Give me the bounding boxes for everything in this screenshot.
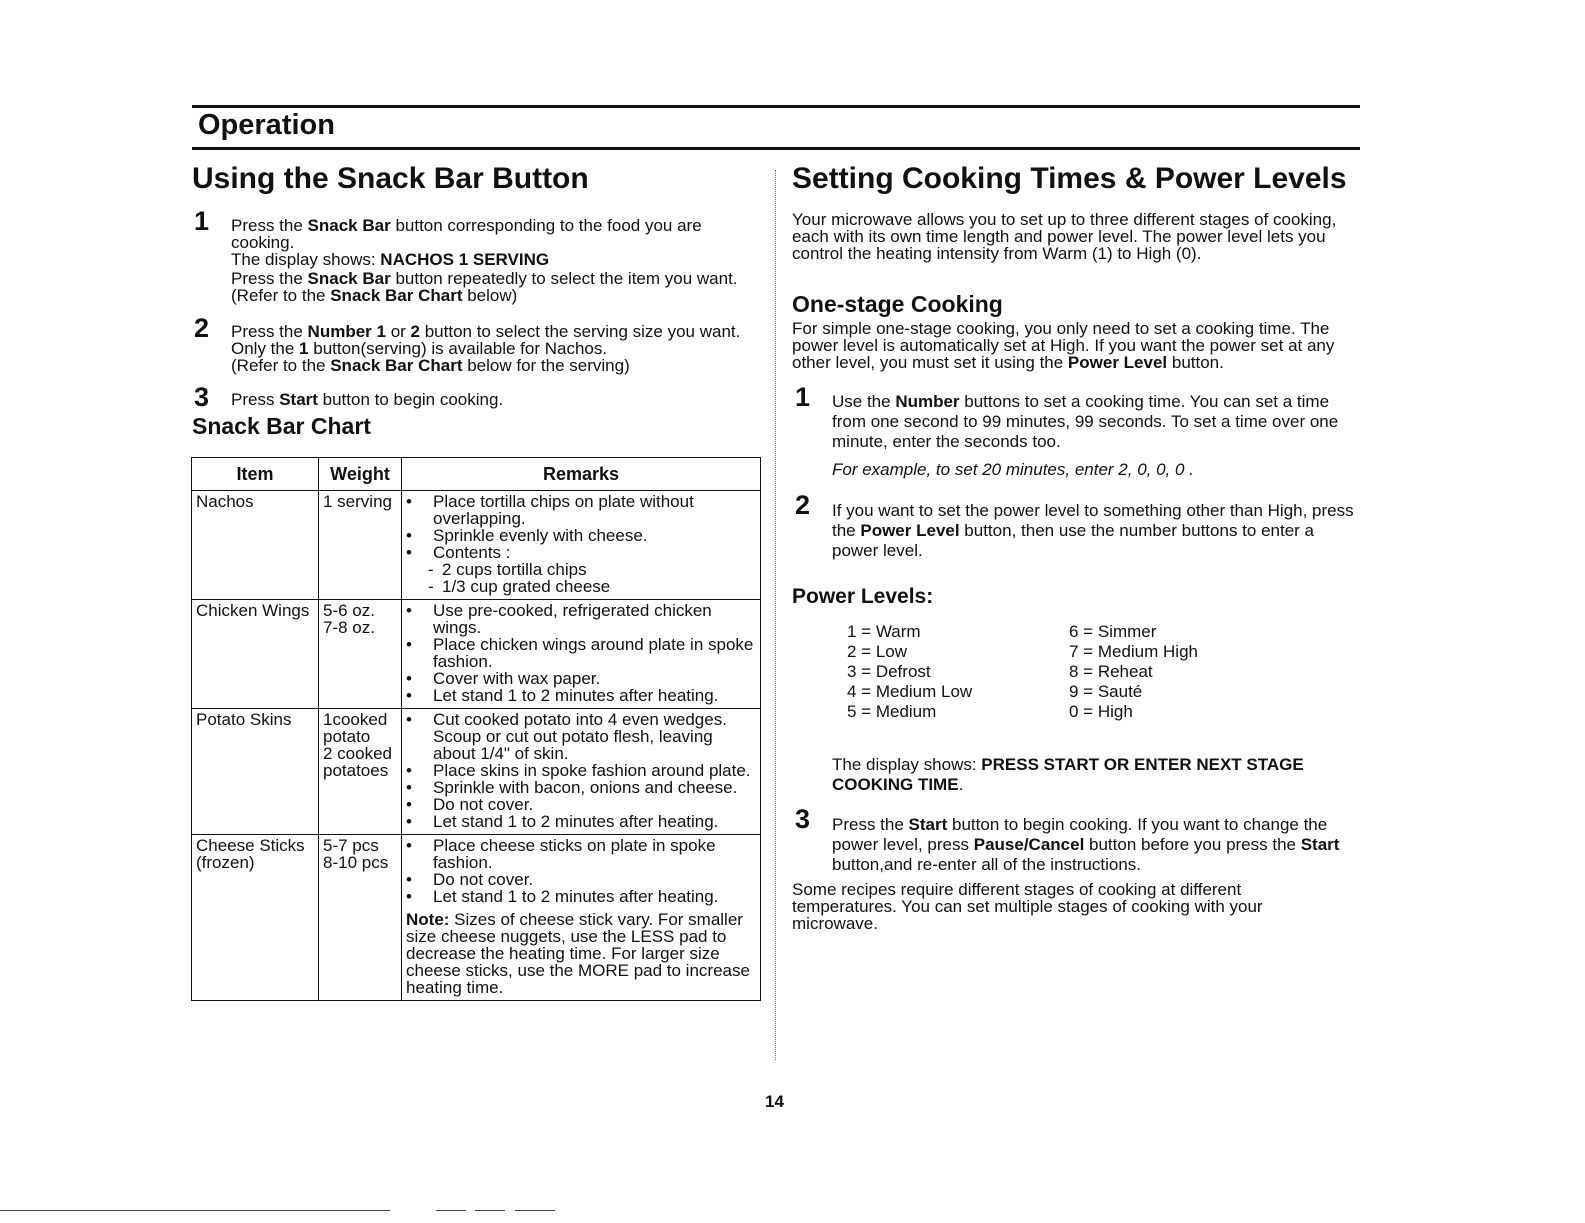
- bottom-edge-dash: [475, 1210, 505, 1211]
- step-1-number: 1: [194, 206, 210, 236]
- one-stage-text: For simple one-stage cooking, you only need to set a cooking time. The power level is automatically set at High. If you want the power set at any other level, you must set it using the Power Level button.: [792, 319, 1335, 372]
- remark-item: • Place tortilla chips on plate without overlapping.: [406, 493, 756, 527]
- cell-remarks: [402, 709, 761, 835]
- step-1-text: Press the Snack Bar button corresponding to the food you are cooking. The display shows: NACHOS 1 SERVING Press the Snack Bar button repeatedly to select the item you want. (Refer to the Snack Bar Chart below): [231, 216, 738, 305]
- bottom-edge-dash: [515, 1210, 555, 1211]
- remark-item: • Sprinkle with bacon, onions and cheese.: [406, 779, 756, 796]
- page-number: 14: [765, 1092, 784, 1111]
- display-shows-text: The display shows: PRESS START OR ENTER NEXT STAGE COOKING TIME.: [832, 755, 1304, 794]
- step-2-number: 2: [194, 313, 210, 343]
- power-level-left-3: 4 = Medium Low: [847, 682, 973, 701]
- power-level-right-4: 0 = High: [1069, 702, 1133, 721]
- remark-item: - 1/3 cup grated cheese: [422, 578, 756, 595]
- snack-bar-chart-table: [191, 457, 761, 1001]
- cell-weight: 1 serving: [319, 491, 402, 600]
- remarks-list: [406, 493, 756, 595]
- power-level-left-0: 1 = Warm: [847, 622, 921, 641]
- cell-item: Cheese Sticks (frozen): [192, 835, 319, 1001]
- power-level-right-1: 7 = Medium High: [1069, 642, 1198, 661]
- bottom-edge-dash: [436, 1210, 466, 1211]
- cook-step-2-number: 2: [795, 490, 811, 520]
- power-level-left-1: 2 = Low: [847, 642, 908, 661]
- column-header-item: Item: [192, 458, 319, 491]
- remark-item: - 2 cups tortilla chips: [422, 561, 756, 578]
- remark-item: • Let stand 1 to 2 minutes after heating.: [406, 687, 756, 704]
- power-level-left-2: 3 = Defrost: [847, 662, 931, 681]
- remark-item: • Cut cooked potato into 4 even wedges. Scoup or cut out potato flesh, leaving about 1/4" of skin.: [406, 711, 756, 762]
- remark-item: • Do not cover.: [406, 871, 756, 888]
- remarks-list: [406, 711, 756, 830]
- table-header-row: [192, 458, 761, 491]
- cook-step-1-example: For example, to set 20 minutes, enter 2, 0, 0, 0 .: [832, 460, 1194, 479]
- remarks-list: [406, 837, 756, 905]
- cook-step-1-text: Use the Number buttons to set a cooking time. You can set a time from one second to 99 minutes, 99 seconds. To set a time over one minute, enter the seconds too.: [832, 392, 1339, 451]
- header-rule-bottom: [192, 147, 1360, 150]
- remark-item: • Contents :: [406, 544, 756, 561]
- remark-item: • Place chicken wings around plate in spoke fashion.: [406, 636, 756, 670]
- cell-item: Potato Skins: [192, 709, 319, 835]
- column-header-weight: Weight: [319, 458, 402, 491]
- power-levels-title: Power Levels:: [792, 585, 934, 608]
- column-header-remarks: Remarks: [402, 458, 761, 491]
- remark-item: • Use pre-cooked, refrigerated chicken wings.: [406, 602, 756, 636]
- bottom-edge-line: [0, 1210, 390, 1211]
- cook-step-2-text: If you want to set the power level to something other than High, press the Power Level button, then use the number buttons to enter a power level.: [832, 501, 1354, 560]
- remark-item: • Let stand 1 to 2 minutes after heating.: [406, 813, 756, 830]
- cell-remarks: [402, 491, 761, 600]
- power-level-right-3: 9 = Sauté: [1069, 682, 1143, 701]
- closing-text: Some recipes require different stages of cooking at different temperatures. You can set multiple stages of cooking with your microwave.: [792, 880, 1263, 933]
- cooking-intro: Your microwave allows you to set up to three different stages of cooking, each with its own time length and power level. The power level lets you control the heating intensity from Warm (1) to High (0).: [792, 210, 1337, 263]
- snack-bar-title: Using the Snack Bar Button: [192, 162, 589, 195]
- cook-step-1-number: 1: [795, 382, 811, 412]
- table-row: [192, 835, 761, 1001]
- remark-item: • Cover with wax paper.: [406, 670, 756, 687]
- cook-step-3-number: 3: [795, 804, 811, 834]
- snack-bar-chart-title: Snack Bar Chart: [192, 413, 371, 439]
- cell-item: Chicken Wings: [192, 600, 319, 709]
- table-row: [192, 709, 761, 835]
- note-text: Sizes of cheese stick vary. For smaller size cheese nuggets, use the LESS pad to decrease the heating time. For larger size cheese sticks, use the MORE pad to increase heating time.: [406, 910, 750, 997]
- remark-item: • Sprinkle evenly with cheese.: [406, 527, 756, 544]
- one-stage-title: One-stage Cooking: [792, 291, 1003, 317]
- step-2-text: Press the Number 1 or 2 button to select the serving size you want. Only the 1 button(serving) is available for Nachos. (Refer to the Snack Bar Chart below for the serving): [231, 322, 741, 375]
- power-level-right-2: 8 = Reheat: [1069, 662, 1153, 681]
- cooking-times-title: Setting Cooking Times & Power Levels: [792, 162, 1347, 195]
- step-3-text: Press Start button to begin cooking.: [231, 390, 504, 409]
- cheese-stick-note: [406, 911, 756, 996]
- column-divider: [775, 170, 776, 1060]
- cell-remarks: [402, 835, 761, 1001]
- remark-item: • Place skins in spoke fashion around plate.: [406, 762, 756, 779]
- cell-weight: 1cooked potato 2 cooked potatoes: [319, 709, 402, 835]
- remark-item: • Let stand 1 to 2 minutes after heating.: [406, 888, 756, 905]
- step-3-number: 3: [194, 382, 210, 412]
- power-level-left-4: 5 = Medium: [847, 702, 937, 721]
- cell-item: Nachos: [192, 491, 319, 600]
- power-level-right-0: 6 = Simmer: [1069, 622, 1157, 641]
- table-row: [192, 600, 761, 709]
- table-row: [192, 491, 761, 600]
- cell-remarks: [402, 600, 761, 709]
- cell-weight: 5-7 pcs 8-10 pcs: [319, 835, 402, 1001]
- remark-item: • Place cheese sticks on plate in spoke fashion.: [406, 837, 756, 871]
- section-title: Operation: [198, 109, 335, 141]
- cook-step-3-text: Press the Start button to begin cooking. If you want to change the power level, press Pause/Cancel button before you press the Start button,and re-enter all of the instructions.: [832, 815, 1340, 874]
- header-rule-top: [192, 105, 1360, 108]
- remarks-list: [406, 602, 756, 704]
- cell-weight: 5-6 oz. 7-8 oz.: [319, 600, 402, 709]
- remark-item: • Do not cover.: [406, 796, 756, 813]
- note-label: Note:: [406, 910, 450, 929]
